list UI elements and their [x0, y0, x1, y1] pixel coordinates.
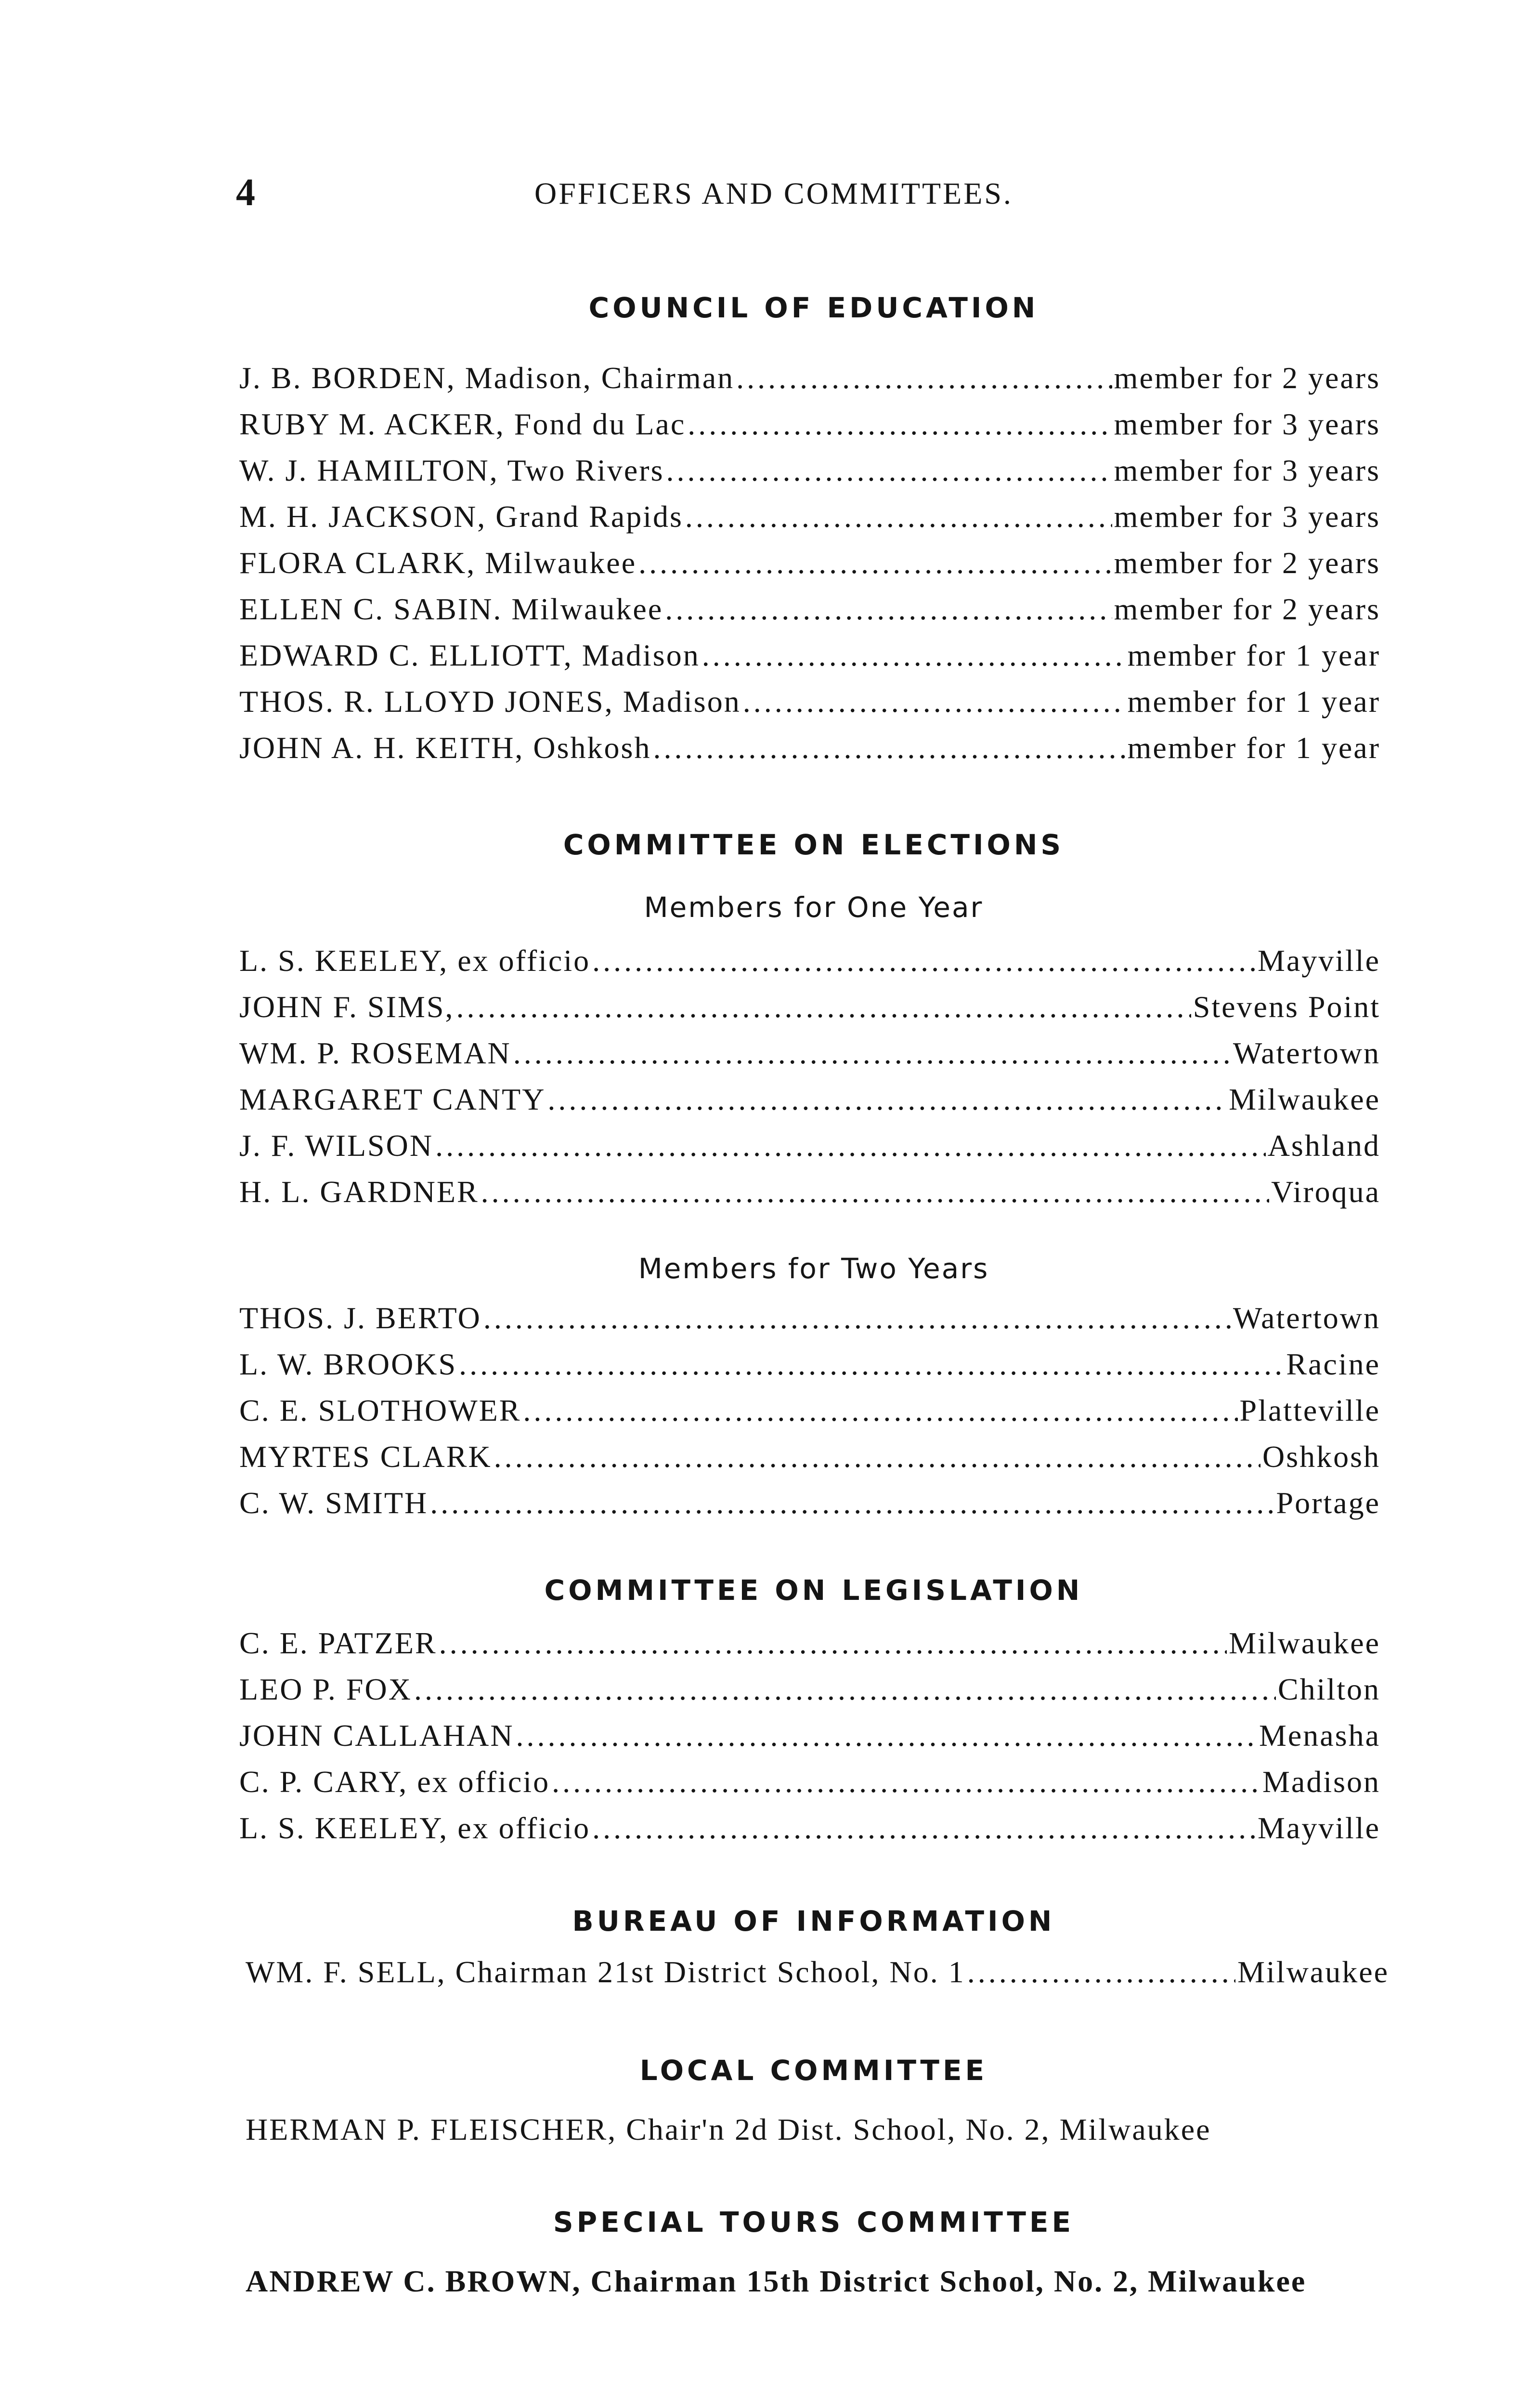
list-item: C. E. SLOTHOWER ..... Platteville [239, 1393, 1380, 1439]
legislation-heading: COMMITTEE ON LEGISLATION [544, 1574, 1083, 1607]
elections-two-year-list [239, 1300, 1380, 1531]
list-item: WM. F. SELL, Chairman 21st District School, No. 1 ..... Milwaukee [246, 1954, 1389, 2001]
elections-heading: COMMITTEE ON ELECTIONS [563, 828, 1065, 861]
bureau-list [246, 1954, 1389, 2001]
legislation-list [239, 1625, 1380, 1857]
list-item: JOHN F. SIMS, ..... Stevens Point [239, 989, 1380, 1035]
list-item: J. F. WILSON ..... Ashland [239, 1128, 1380, 1174]
list-item: H. L. GARDNER ..... Viroqua [239, 1174, 1380, 1220]
page-header [236, 171, 1391, 214]
list-item: MARGARET CANTY ..... Milwaukee [239, 1082, 1380, 1128]
tours-heading: SPECIAL TOURS COMMITTEE [553, 2206, 1075, 2238]
list-item: WM. P. ROSEMAN ..... Watertown [239, 1035, 1380, 1082]
list-item: THOS. J. BERTO ..... Watertown [239, 1300, 1380, 1347]
list-item: C. E. PATZER ..... Milwaukee [239, 1625, 1380, 1672]
local-heading: LOCAL COMMITTEE [639, 2054, 988, 2087]
council-list [239, 360, 1380, 776]
running-head: OFFICERS AND COMMITTEES. [534, 176, 1013, 210]
list-item: ELLEN C. SABIN. Milwaukee ..... member for 2 years [239, 591, 1380, 638]
elections-one-year-label: Members for One Year [644, 891, 984, 924]
elections-two-year-label: Members for Two Years [638, 1252, 989, 1285]
council-heading: COUNCIL OF EDUCATION [588, 291, 1039, 324]
list-item: W. J. HAMILTON, Two Rivers ..... member for 3 years [239, 453, 1380, 499]
list-item: RUBY M. ACKER, Fond du Lac ..... member for 3 years [239, 406, 1380, 453]
list-item: C. W. SMITH ..... Portage [239, 1485, 1380, 1531]
list-item: JOHN CALLAHAN ..... Menasha [239, 1718, 1380, 1764]
list-item: J. B. BORDEN, Madison, Chairman ..... member for 2 years [239, 360, 1380, 406]
list-item: LEO P. FOX ..... Chilton [239, 1672, 1380, 1718]
local-committee-line: HERMAN P. FLEISCHER, Chair'n 2d Dist. School, No. 2, Milwaukee [246, 2112, 1211, 2146]
list-item: L. S. KEELEY, ex officio ..... Mayville [239, 943, 1380, 989]
list-item: L. S. KEELEY, ex officio ..... Mayville [239, 1810, 1380, 1857]
list-item: FLORA CLARK, Milwaukee ..... member for 2 years [239, 545, 1380, 591]
list-item: L. W. BROOKS ..... Racine [239, 1347, 1380, 1393]
list-item: M. H. JACKSON, Grand Rapids ..... member for 3 years [239, 499, 1380, 545]
bureau-heading: BUREAU OF INFORMATION [572, 1905, 1055, 1937]
page-number: 4 [236, 171, 255, 214]
list-item: C. P. CARY, ex officio ..... Madison [239, 1764, 1380, 1810]
list-item: EDWARD C. ELLIOTT, Madison ..... member for 1 year [239, 638, 1380, 684]
list-item: MYRTES CLARK ..... Oshkosh [239, 1439, 1380, 1485]
elections-one-year-list [239, 943, 1380, 1220]
list-item: JOHN A. H. KEITH, Oshkosh ..... member for 1 year [239, 730, 1380, 776]
tours-committee-line: ANDREW C. BROWN, Chairman 15th District School, No. 2, Milwaukee [246, 2264, 1307, 2298]
list-item: THOS. R. LLOYD JONES, Madison ..... member for 1 year [239, 684, 1380, 730]
